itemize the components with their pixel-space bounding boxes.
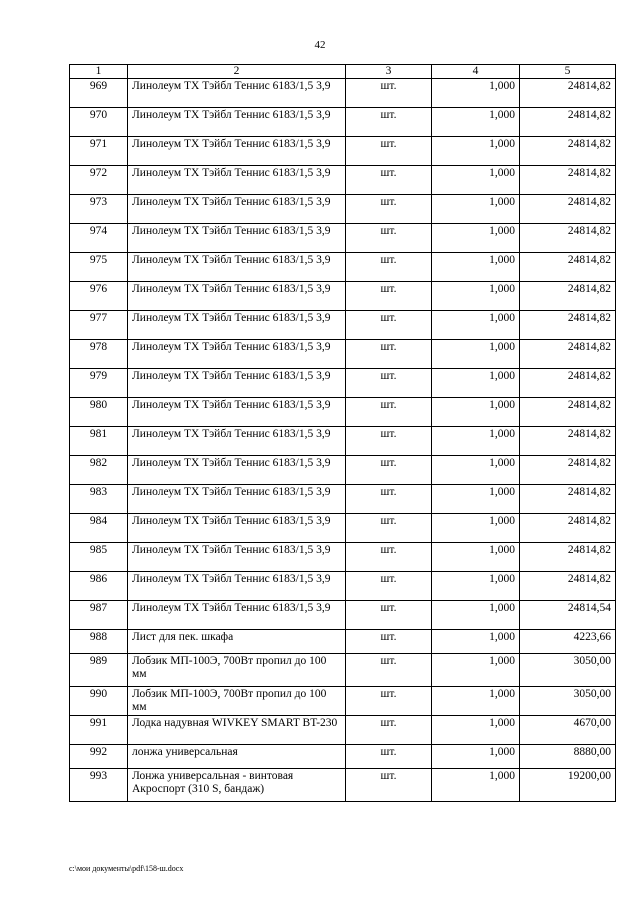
item-quantity: 1,000: [432, 195, 520, 224]
item-unit: шт.: [346, 398, 432, 427]
item-quantity: 1,000: [432, 769, 520, 802]
item-price: 24814,82: [520, 253, 616, 282]
item-price: 3050,00: [520, 687, 616, 716]
row-number: 974: [70, 224, 128, 253]
item-quantity: 1,000: [432, 716, 520, 745]
item-quantity: 1,000: [432, 485, 520, 514]
item-unit: шт.: [346, 630, 432, 654]
item-unit: шт.: [346, 427, 432, 456]
item-price: 24814,82: [520, 514, 616, 543]
item-price: 24814,82: [520, 485, 616, 514]
item-quantity: 1,000: [432, 456, 520, 485]
item-name: Линолеум ТХ Тэйбл Теннис 6183/1,5 3,9: [128, 572, 346, 601]
item-price: 19200,00: [520, 769, 616, 802]
item-name: Линолеум ТХ Тэйбл Теннис 6183/1,5 3,9: [128, 224, 346, 253]
row-number: 993: [70, 769, 128, 802]
item-name: Линолеум ТХ Тэйбл Теннис 6183/1,5 3,9: [128, 485, 346, 514]
item-quantity: 1,000: [432, 687, 520, 716]
item-quantity: 1,000: [432, 253, 520, 282]
item-quantity: 1,000: [432, 745, 520, 769]
table-row: [70, 543, 616, 572]
table-row: [70, 456, 616, 485]
table-row: [70, 311, 616, 340]
item-name: Линолеум ТХ Тэйбл Теннис 6183/1,5 3,9: [128, 427, 346, 456]
row-number: 989: [70, 654, 128, 687]
item-name: Линолеум ТХ Тэйбл Теннис 6183/1,5 3,9: [128, 195, 346, 224]
table-row: [70, 224, 616, 253]
table-row: [70, 427, 616, 456]
item-name: Линолеум ТХ Тэйбл Теннис 6183/1,5 3,9: [128, 340, 346, 369]
item-price: 24814,54: [520, 601, 616, 630]
table-row: [70, 769, 616, 802]
item-price: 24814,82: [520, 282, 616, 311]
item-price: 24814,82: [520, 79, 616, 108]
table-row: [70, 745, 616, 769]
item-name: Линолеум ТХ Тэйбл Теннис 6183/1,5 3,9: [128, 282, 346, 311]
item-name: Линолеум ТХ Тэйбл Теннис 6183/1,5 3,9: [128, 543, 346, 572]
item-unit: шт.: [346, 572, 432, 601]
row-number: 987: [70, 601, 128, 630]
item-price: 24814,82: [520, 108, 616, 137]
item-quantity: 1,000: [432, 282, 520, 311]
row-number: 992: [70, 745, 128, 769]
item-name: Линолеум ТХ Тэйбл Теннис 6183/1,5 3,9: [128, 108, 346, 137]
item-quantity: 1,000: [432, 79, 520, 108]
row-number: 988: [70, 630, 128, 654]
table-row: [70, 514, 616, 543]
table-row: [70, 630, 616, 654]
item-quantity: 1,000: [432, 369, 520, 398]
table-row: [70, 340, 616, 369]
row-number: 986: [70, 572, 128, 601]
item-price: 3050,00: [520, 654, 616, 687]
row-number: 976: [70, 282, 128, 311]
table-header-row: [70, 65, 616, 79]
item-quantity: 1,000: [432, 166, 520, 195]
item-quantity: 1,000: [432, 543, 520, 572]
item-quantity: 1,000: [432, 427, 520, 456]
item-unit: шт.: [346, 224, 432, 253]
table-row: [70, 369, 616, 398]
item-unit: шт.: [346, 108, 432, 137]
item-price: 24814,82: [520, 311, 616, 340]
item-quantity: 1,000: [432, 601, 520, 630]
table-row: [70, 398, 616, 427]
item-price: 8880,00: [520, 745, 616, 769]
item-unit: шт.: [346, 282, 432, 311]
table-row: [70, 195, 616, 224]
item-name: Линолеум ТХ Тэйбл Теннис 6183/1,5 3,9: [128, 137, 346, 166]
item-unit: шт.: [346, 311, 432, 340]
item-name: Линолеум ТХ Тэйбл Теннис 6183/1,5 3,9: [128, 601, 346, 630]
table-row: [70, 485, 616, 514]
item-name: Линолеум ТХ Тэйбл Теннис 6183/1,5 3,9: [128, 456, 346, 485]
item-price: 4223,66: [520, 630, 616, 654]
item-name: Линолеум ТХ Тэйбл Теннис 6183/1,5 3,9: [128, 253, 346, 282]
item-quantity: 1,000: [432, 311, 520, 340]
item-price: 24814,82: [520, 369, 616, 398]
column-header: 2: [128, 65, 346, 79]
row-number: 983: [70, 485, 128, 514]
row-number: 985: [70, 543, 128, 572]
table-row: [70, 253, 616, 282]
item-name: Линолеум ТХ Тэйбл Теннис 6183/1,5 3,9: [128, 79, 346, 108]
item-price: 24814,82: [520, 195, 616, 224]
item-unit: шт.: [346, 137, 432, 166]
item-unit: шт.: [346, 514, 432, 543]
row-number: 979: [70, 369, 128, 398]
item-name: Линолеум ТХ Тэйбл Теннис 6183/1,5 3,9: [128, 398, 346, 427]
item-quantity: 1,000: [432, 654, 520, 687]
footer-file-path: c:\мои документы\pdf\158-ш.docx: [69, 864, 184, 873]
row-number: 982: [70, 456, 128, 485]
row-number: 970: [70, 108, 128, 137]
table-row: [70, 282, 616, 311]
item-unit: шт.: [346, 543, 432, 572]
item-price: 24814,82: [520, 340, 616, 369]
item-quantity: 1,000: [432, 340, 520, 369]
item-unit: шт.: [346, 769, 432, 802]
item-price: 24814,82: [520, 543, 616, 572]
column-header: 4: [432, 65, 520, 79]
column-header: 1: [70, 65, 128, 79]
item-price: 24814,82: [520, 224, 616, 253]
row-number: 981: [70, 427, 128, 456]
item-quantity: 1,000: [432, 630, 520, 654]
table-row: [70, 654, 616, 687]
item-unit: шт.: [346, 79, 432, 108]
item-price: 24814,82: [520, 572, 616, 601]
item-price: 24814,82: [520, 137, 616, 166]
table-row: [70, 572, 616, 601]
item-unit: шт.: [346, 485, 432, 514]
item-name: Линолеум ТХ Тэйбл Теннис 6183/1,5 3,9: [128, 311, 346, 340]
inventory-table: [69, 64, 616, 802]
row-number: 975: [70, 253, 128, 282]
item-name: Линолеум ТХ Тэйбл Теннис 6183/1,5 3,9: [128, 514, 346, 543]
item-unit: шт.: [346, 253, 432, 282]
row-number: 984: [70, 514, 128, 543]
page-number: 42: [314, 39, 326, 51]
item-unit: шт.: [346, 166, 432, 195]
item-unit: шт.: [346, 654, 432, 687]
row-number: 980: [70, 398, 128, 427]
item-quantity: 1,000: [432, 514, 520, 543]
column-header: 5: [520, 65, 616, 79]
item-unit: шт.: [346, 456, 432, 485]
table-row: [70, 108, 616, 137]
table-row: [70, 166, 616, 195]
item-unit: шт.: [346, 195, 432, 224]
item-name: Линолеум ТХ Тэйбл Теннис 6183/1,5 3,9: [128, 369, 346, 398]
item-price: 24814,82: [520, 166, 616, 195]
item-name: Лист для пек. шкафа: [128, 630, 346, 654]
table-row: [70, 687, 616, 716]
row-number: 969: [70, 79, 128, 108]
item-name: Лодка надувная WIVKEY SMART BT-230: [128, 716, 346, 745]
item-price: 24814,82: [520, 427, 616, 456]
item-unit: шт.: [346, 601, 432, 630]
item-price: 24814,82: [520, 398, 616, 427]
row-number: 971: [70, 137, 128, 166]
item-name: лонжа универсальная: [128, 745, 346, 769]
item-quantity: 1,000: [432, 224, 520, 253]
row-number: 991: [70, 716, 128, 745]
item-quantity: 1,000: [432, 137, 520, 166]
item-name: Линолеум ТХ Тэйбл Теннис 6183/1,5 3,9: [128, 166, 346, 195]
item-quantity: 1,000: [432, 108, 520, 137]
row-number: 978: [70, 340, 128, 369]
item-unit: шт.: [346, 369, 432, 398]
item-unit: шт.: [346, 687, 432, 716]
table-row: [70, 79, 616, 108]
item-unit: шт.: [346, 716, 432, 745]
table-row: [70, 716, 616, 745]
table-row: [70, 601, 616, 630]
item-name: Лобзик МП-100Э, 700Вт пропил до 100 мм: [128, 654, 346, 687]
row-number: 977: [70, 311, 128, 340]
item-name: Лобзик МП-100Э, 700Вт пропил до 100 мм: [128, 687, 346, 716]
row-number: 972: [70, 166, 128, 195]
column-header: 3: [346, 65, 432, 79]
table-row: [70, 137, 616, 166]
row-number: 973: [70, 195, 128, 224]
row-number: 990: [70, 687, 128, 716]
item-unit: шт.: [346, 745, 432, 769]
item-quantity: 1,000: [432, 398, 520, 427]
item-price: 24814,82: [520, 456, 616, 485]
item-price: 4670,00: [520, 716, 616, 745]
item-unit: шт.: [346, 340, 432, 369]
item-quantity: 1,000: [432, 572, 520, 601]
item-name: Лонжа универсальная - винтовая Акроспорт (310 S, бандаж): [128, 769, 346, 802]
